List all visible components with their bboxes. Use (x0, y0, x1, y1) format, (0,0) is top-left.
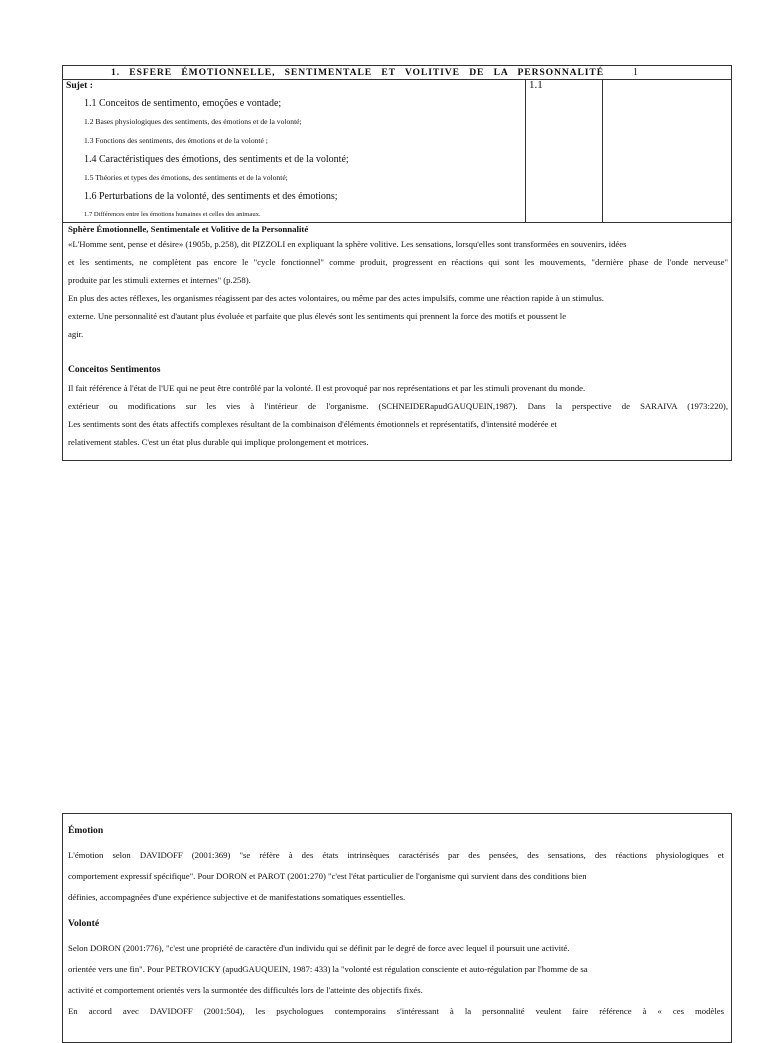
subject-cell-value: 1.1 (529, 79, 543, 91)
section-heading: Volonté (68, 918, 100, 929)
column-divider (525, 79, 526, 222)
topic-item: 1.6 Perturbations de la volonté, des sentiments et des émotions; (84, 191, 338, 202)
chapter-title: 1. ESFERE ÉMOTIONNELLE, SENTIMENTALE ET VOLITIVE DE LA PERSONNALITÉ (111, 67, 605, 78)
section-body (68, 820, 724, 1022)
column-divider (602, 79, 603, 222)
subject-label: Sujet : (66, 80, 93, 91)
paragraph-line: définies, accompagnées d'une expérience subjective et de manifestations somatiques essentielles. (68, 892, 406, 902)
topic-item: 1.1 Conceitos de sentimento, emoções e vontade; (84, 98, 282, 109)
page-number: 1 (633, 67, 638, 78)
table-box-top (62, 65, 732, 461)
section-body (68, 223, 728, 451)
paragraph-line: orientée vers une fin". Pour PETROVICKY (apudGAUQUEIN, 1987: 433) la "volonté est régulation consciente et auto-régulation par l'homme de sa (68, 964, 588, 974)
paragraph-line: Les sentiments sont des états affectifs complexes résultant de la combinaison d'éléments émotionnels et représentatifs, d'intensité modérée et (68, 419, 557, 429)
topic-item: 1.5 Théories et types des émotions, des sentiments et de la volonté; (84, 173, 288, 182)
paragraph-line: En accord avec DAVIDOFF (2001:504), les psychologues contemporains s'intéressant à la personnalité veulent faire référence à « ces modèles (68, 1006, 724, 1016)
topic-item: 1.3 Fonctions des sentiments, des émotions et de la volonté ; (84, 136, 268, 145)
topic-item: 1.2 Bases physiologiques des sentiments, des émotions et de la volonté; (84, 117, 302, 126)
paragraph-line: Il fait référence à l'état de l'UE qui ne peut être contrôlé par la volonté. Il est provoqué par nos représentations et par les stimuli provenant du monde. (68, 383, 586, 393)
paragraph-line: «L'Homme sent, pense et désire» (1905b, p.258), dit PIZZOLI en expliquant la sphère volitive. Les sensations, lorsqu'elles sont transformées en souvenirs, idées (68, 239, 627, 249)
paragraph-line: comportement expressif spécifique". Pour DORON et PAROT (2001:270) "c'est l'état particulier de l'organisme qui survient dans des conditions bien (68, 871, 587, 881)
paragraph-line: produite par les stimuli externes et internes" (p.258). (68, 275, 251, 285)
paragraph-line: En plus des actes réflexes, les organismes réagissent par des actes volontaires, ou même par des actes impulsifs, comme une réaction rapide à un stimulus. (68, 293, 604, 303)
section-heading: Conceitos Sentimentos (68, 364, 161, 375)
topic-item: 1.7 Différences entre les émotions humaines et celles des animaux. (84, 211, 261, 218)
paragraph-line: L'émotion selon DAVIDOFF (2001:369) "se réfère à des états intrinsèques caractérisés par des pensées, des sensations, des réactions physiologiques et (68, 850, 724, 860)
paragraph-line: et les sentiments, ne complètent pas encore le "cycle fonctionnel" comme produit, progressent en réactions qui sont les mouvements, "dernière phase de l'onde nerveuse" (68, 257, 728, 267)
paragraph-line: agir. (68, 329, 84, 339)
paragraph-line: activité et comportement orientés vers la surmontée des difficultés lors de l'atteinte des objectifs fixés. (68, 985, 423, 995)
paragraph-line: Selon DORON (2001:776), "c'est une propriété de caractère d'un individu qui se définit par le degré de force avec lequel il poursuit une activité. (68, 943, 570, 953)
section-heading: Sphère Émotionnelle, Sentimentale et Volitive de la Personnalité (68, 224, 309, 234)
topic-item: 1.4 Caractéristiques des émotions, des sentiments et de la volonté; (84, 154, 349, 165)
paragraph-line: extérieur ou modifications sur les vies à l'intérieur de l'organisme. (SCHNEIDERapudGAUQUEIN,1987). Dans la perspective de SARAIVA (1973:220), (68, 401, 728, 411)
table-header-row (63, 66, 731, 80)
table-box-bottom (62, 813, 732, 1043)
paragraph-line: externe. Une personnalité est d'autant plus évoluée et parfaite que plus élevés sont les sentiments qui prennent la force des motifs et poussent le (68, 311, 567, 321)
section-heading: Émotion (68, 825, 104, 836)
paragraph-line: relativement stables. C'est un état plus durable qui implique prolongement et motrices. (68, 437, 369, 447)
